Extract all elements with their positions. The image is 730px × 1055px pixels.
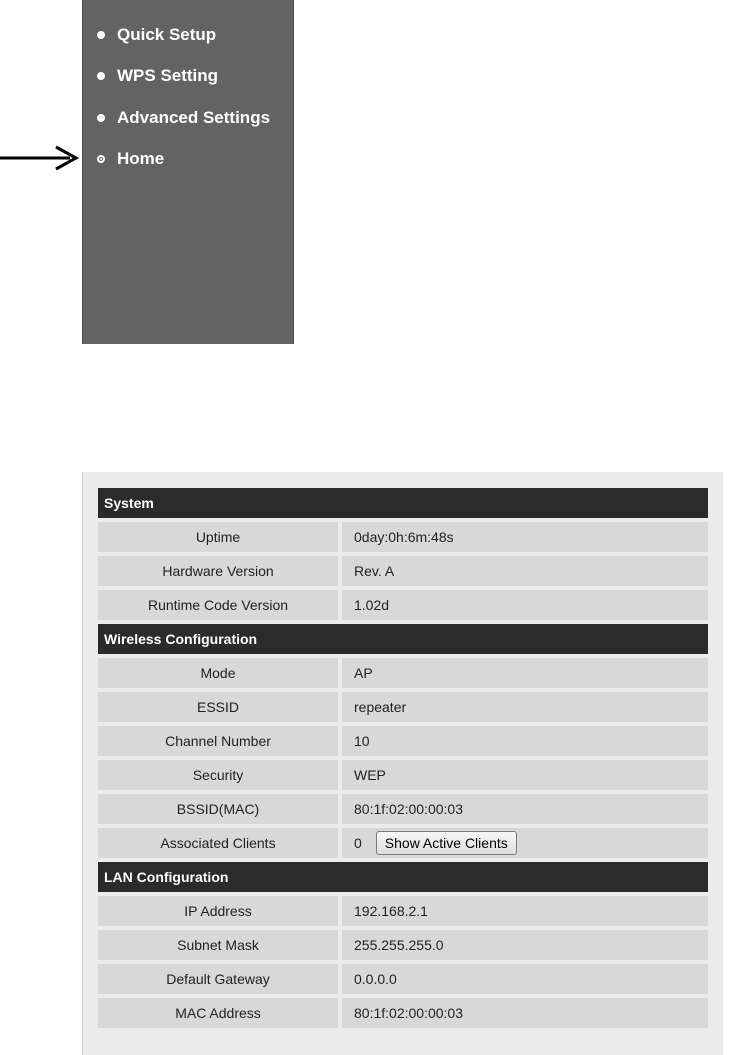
right-arrow-icon [0, 145, 80, 171]
row-value: 255.255.255.0 [342, 930, 708, 960]
bullet-icon [97, 31, 105, 39]
row-value: 10 [342, 726, 708, 756]
sidebar-item-label: WPS Setting [117, 66, 219, 85]
row-value: AP [342, 658, 708, 688]
row-label: BSSID(MAC) [98, 794, 338, 824]
table-row [98, 794, 708, 824]
row-label: Associated Clients [98, 828, 338, 858]
bullet-icon [97, 72, 105, 80]
table-row [98, 658, 708, 688]
section-header-wireless: Wireless Configuration [98, 624, 708, 654]
table-row [98, 556, 708, 586]
table-row [98, 522, 708, 552]
row-value: 1.02d [342, 590, 708, 620]
row-label: Channel Number [98, 726, 338, 756]
radio-selected-icon [97, 155, 105, 163]
row-value: WEP [342, 760, 708, 790]
table-row [98, 692, 708, 722]
sidebar-item-advanced-settings[interactable] [97, 106, 270, 130]
sidebar-menu [82, 0, 294, 344]
sidebar-item-label: Home [117, 149, 165, 168]
status-panel [82, 472, 723, 1055]
row-value: 80:1f:02:00:00:03 [342, 794, 708, 824]
table-row [98, 964, 708, 994]
row-value [342, 828, 708, 858]
sidebar-item-label: Advanced Settings [117, 108, 271, 127]
row-label: MAC Address [98, 998, 338, 1028]
table-row [98, 828, 708, 858]
row-value: 0day:0h:6m:48s [342, 522, 708, 552]
row-label: Default Gateway [98, 964, 338, 994]
row-label: IP Address [98, 896, 338, 926]
row-label: Hardware Version [98, 556, 338, 586]
sidebar-item-label: Quick Setup [117, 25, 217, 44]
associated-clients-count: 0 [354, 835, 362, 851]
row-value: Rev. A [342, 556, 708, 586]
table-row [98, 896, 708, 926]
sidebar-item-wps-setting[interactable] [97, 64, 218, 88]
sidebar-item-quick-setup[interactable] [97, 23, 216, 47]
section-header-lan: LAN Configuration [98, 862, 708, 892]
bullet-icon [97, 114, 105, 122]
table-row [98, 726, 708, 756]
row-value: 0.0.0.0 [342, 964, 708, 994]
sidebar-item-home[interactable] [97, 147, 164, 171]
row-label: Subnet Mask [98, 930, 338, 960]
row-value: 80:1f:02:00:00:03 [342, 998, 708, 1028]
row-label: ESSID [98, 692, 338, 722]
status-table [98, 488, 708, 1032]
row-label: Security [98, 760, 338, 790]
table-row [98, 590, 708, 620]
row-value: repeater [342, 692, 708, 722]
table-row [98, 930, 708, 960]
row-label: Mode [98, 658, 338, 688]
show-active-clients-button[interactable]: Show Active Clients [376, 831, 517, 855]
row-label: Runtime Code Version [98, 590, 338, 620]
section-header-system: System [98, 488, 708, 518]
row-value: 192.168.2.1 [342, 896, 708, 926]
row-label: Uptime [98, 522, 338, 552]
table-row [98, 998, 708, 1028]
table-row [98, 760, 708, 790]
